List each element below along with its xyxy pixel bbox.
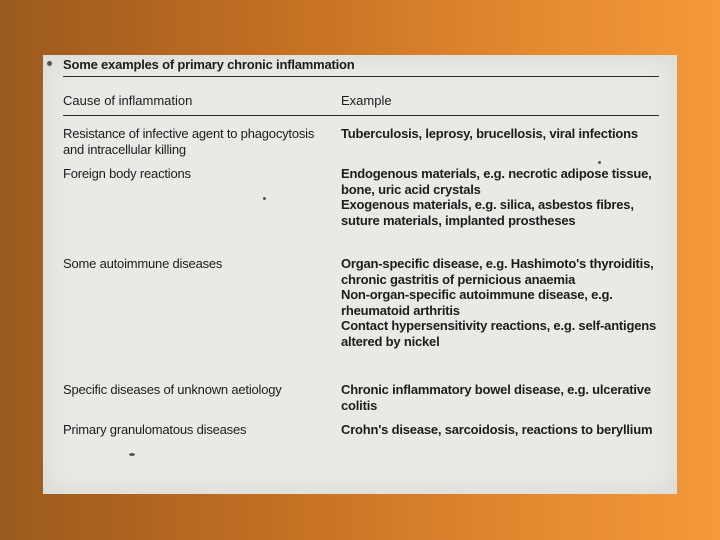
scan-speck: [263, 197, 266, 200]
example-cell: [341, 256, 661, 349]
example-text: Contact hypersensitivity reactions, e.g. self-antigens altered by nickel: [341, 318, 657, 349]
cause-cell: Some autoimmune diseases: [63, 256, 223, 271]
example-text: Exogenous materials, e.g. silica, asbestos fibres, suture materials, implanted prostheses: [341, 197, 634, 228]
header-rule: [63, 115, 659, 116]
example-cell: [341, 166, 661, 228]
cause-cell: Specific diseases of unknown aetiology: [63, 382, 282, 397]
example-text: Non-organ-specific autoimmune disease, e.g. rheumatoid arthritis: [341, 287, 613, 318]
example-text: Endogenous materials, e.g. necrotic adipose tissue, bone, uric acid crystals: [341, 166, 652, 197]
table-title: Some examples of primary chronic inflammation: [63, 57, 355, 72]
example-cell: [341, 382, 661, 413]
example-text: Chronic inflammatory bowel disease, e.g. ulcerative colitis: [341, 382, 651, 413]
example-cell: [341, 126, 661, 142]
example-text: Tuberculosis, leprosy, brucellosis, viral infections: [341, 126, 638, 141]
cause-cell: Foreign body reactions: [63, 166, 191, 181]
cause-cell: Primary granulomatous diseases: [63, 422, 247, 437]
scan-speck: [129, 453, 135, 456]
scanned-table-image: [43, 55, 677, 494]
example-text: Crohn's disease, sarcoidosis, reactions to beryllium: [341, 422, 653, 437]
example-cell: [341, 422, 661, 438]
example-text: Organ-specific disease, e.g. Hashimoto's thyroiditis, chronic gastritis of pernicious anaemia: [341, 256, 654, 287]
cause-cell: Resistance of infective agent to phagocytosis and intracellular killing: [63, 126, 315, 157]
header-cause: Cause of inflammation: [63, 93, 193, 108]
scan-speck: [598, 161, 601, 164]
header-example: Example: [341, 93, 392, 108]
scan-speck: [47, 61, 52, 66]
title-rule: [63, 76, 659, 77]
